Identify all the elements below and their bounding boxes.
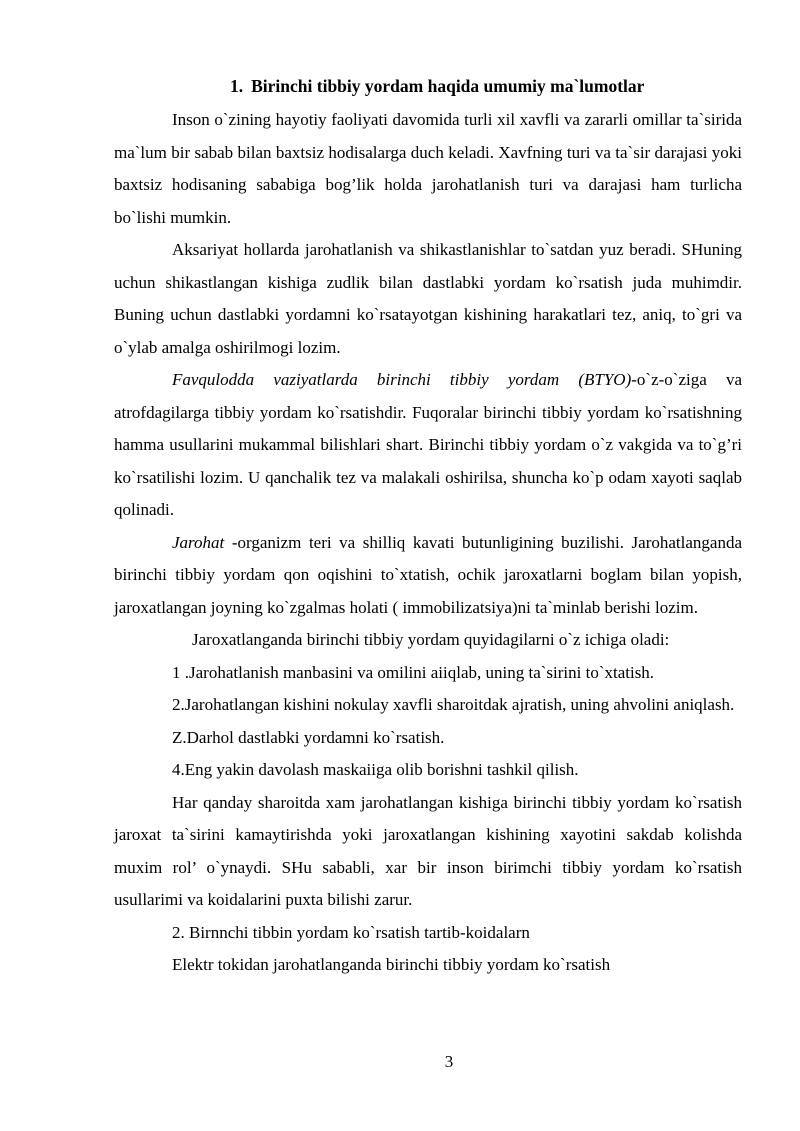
section-heading-number: 1.	[230, 76, 244, 96]
list-item-4: 4.Eng yakin davolash maskaiiga olib borishni tashkil qilish.	[172, 760, 579, 779]
list-item-3: Z.Darhol dastlabki yordamni ko`rsatish.	[172, 727, 445, 747]
subsection-electric-shock: Elektr tokidan jarohatlanganda birinchi tibbiy yordam ko`rsatish	[172, 955, 611, 974]
section-heading-title: Birinchi tibbiy yordam haqida umumiy ma`lumotlar	[251, 76, 645, 96]
page-number: 3	[444, 1052, 454, 1071]
section-heading	[0, 76, 800, 97]
paragraph-list-intro: Jaroxatlanganda birinchi tibbiy yordam quyidagilarni o`z ichiga oladi:	[192, 630, 670, 649]
body-text	[114, 104, 742, 982]
wound-term: Jarohat	[172, 532, 225, 552]
paragraph-intro: Inson o`zining hayotiy faoliyati davomida turli xil xavfli va zararli omillar ta`sirida ma`lum bir sabab bilan baxtsiz hodisalarga duch keladi. Xavfning turi va ta`sir darajasi yoki baxtsiz hodisaning sababiga bog’lik holda jarohatlanish turi va darajasi ham turlicha bo`lishi mumkin.	[114, 110, 742, 227]
section-2-heading: 2. Birnnchi tibbin yordam ko`rsatish tartib-koidalarn	[172, 922, 530, 942]
list-item-1: 1 .Jarohatlanish manbasini va omilini aiiqlab, uning ta`sirini to`xtatish.	[172, 662, 655, 682]
btyo-term: Favqulodda vaziyatlarda birinchi tibbiy yordam (BTYO)	[172, 370, 632, 389]
wound-definition-text: -organizm teri va shilliq kavati butunligining buzilishi. Jarohatlanganda birinchi tibbiy yordam qon oqishini to`xtatish, ochik jaroxatlarni boglam bilan yopish, jaroxatlangan joyning ko`zgalmas holati ( immobilizatsiya)ni ta`minlab berishi lozim.	[114, 532, 742, 617]
list-item-2: 2.Jarohatlangan kishini nokulay xavfli sharoitdak ajratish, uning ahvolini aniqlash.	[172, 695, 735, 714]
paragraph-injuries: Aksariyat hollarda jarohatlanish va shikastlanishlar to`satdan yuz beradi. SHuning uchun shikastlangan kishiga zudlik bilan dastlabki yordam ko`rsatish juda muhimdir. Buning uchun dastlabki yordamni ko`rsatayotgan kishining harakatlari tez, aniq, to`gri va o`ylab amalga oshirilmogi lozim.	[114, 240, 742, 357]
paragraph-wound-definition	[114, 527, 742, 625]
paragraph-importance: Har qanday sharoitda xam jarohatlangan kishiga birinchi tibbiy yordam ko`rsatish jaroxat ta`sirini kamaytirishda yoki jaroxatlangan kishining xayotini sakdab kolishda muxim rol’ o`ynaydi. SHu sababli, xar bir inson birimchi tibbiy yordam ko`rsatish usullarimi va koidalarini puxta bilishi zarur.	[114, 792, 742, 909]
btyo-definition-text: -o`z-o`ziga va atrofdagilarga tibbiy yordam ko`rsatishdir. Fuqoralar birinchi tibbiy yordam ko`rsatishning hamma usullarini mukammal bilishlari shart. Birinchi tibbiy yordam o`z vakgida va to`g’ri ko`rsatilishi lozim. U qanchalik tez va malakali oshirilsa, shuncha ko`p odam xayoti saqlab qolinadi.	[114, 370, 742, 519]
paragraph-btyo-definition	[114, 364, 742, 527]
